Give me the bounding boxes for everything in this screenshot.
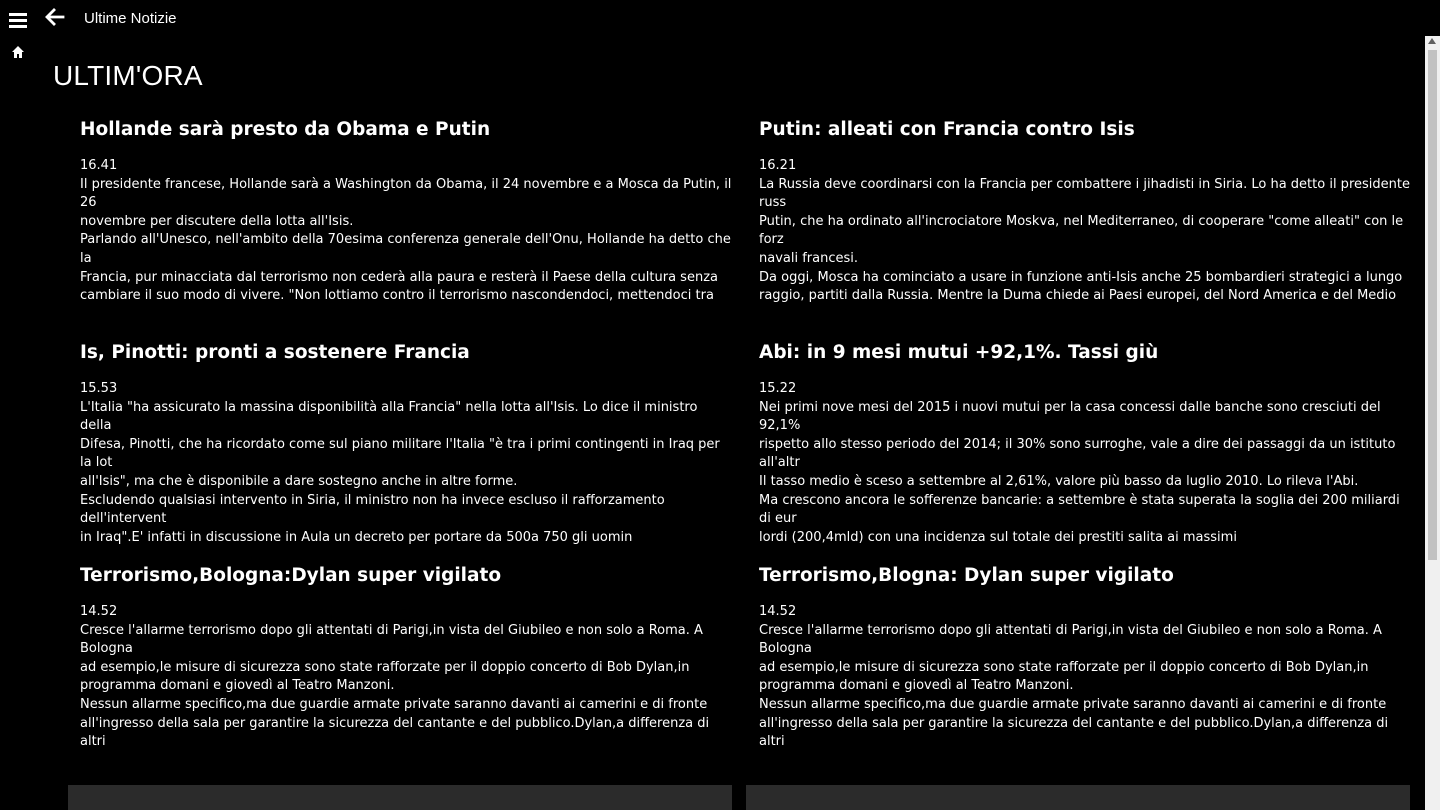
news-body: Il presidente francese, Hollande sarà a Washington da Obama, il 24 novembre e a Mosca da Putin, il 26 novembre per discutere della lotta all'Isis. Parlando all'Unesco, nell'ambito della 70esima conferenza generale dell'Onu, Hollande ha detto che la Francia, pur minacciata dal terrorismo non cederà alla paura e resterà il Paese della cultura senza cambiare il suo modo di vivere. "Non lottiamo contro il terrorismo nascondendoci, mettendoci tra [80, 176, 732, 304]
news-time: 16.41 [80, 158, 118, 173]
back-arrow-icon[interactable] [43, 6, 65, 28]
news-headline: Is, Pinotti: pronti a sostenere Francia [80, 342, 470, 363]
news-card[interactable] [80, 340, 732, 545]
news-headline: Hollande sarà presto da Obama e Putin [80, 119, 491, 140]
news-tile-placeholder[interactable] [68, 785, 732, 810]
news-time: 16.21 [759, 158, 797, 173]
news-time: 14.52 [80, 604, 118, 619]
news-time: 15.22 [759, 381, 797, 396]
title-bar [0, 0, 1440, 38]
hamburger-menu-icon[interactable] [9, 13, 27, 27]
news-time: 14.52 [759, 604, 797, 619]
news-headline: Terrorismo,Blogna: Dylan super vigilato [759, 565, 1174, 586]
scrollbar-thumb[interactable] [1428, 50, 1437, 560]
news-card[interactable] [80, 117, 732, 317]
news-body: Cresce l'allarme terrorismo dopo gli attentati di Parigi,in vista del Giubileo e non solo a Roma. A Bologna ad esempio,le misure di sicurezza sono state rafforzate per il doppio concerto di Bob Dylan,in programma domani e giovedì al Teatro Manzoni. Nessun allarme specifico,ma due guardie armate private saranno davanti ai camerini e di fronte all'ingresso della sala per garantire la sicurezza del cantante e del pubblico.Dylan,a differenza di altri [80, 622, 710, 750]
home-icon[interactable] [11, 45, 25, 59]
news-headline: Abi: in 9 mesi mutui +92,1%. Tassi giù [759, 342, 1159, 363]
news-time: 15.53 [80, 381, 118, 396]
page-title: ULTIM'ORA [53, 60, 203, 91]
news-card[interactable] [759, 117, 1410, 317]
news-tile-placeholder[interactable] [746, 785, 1410, 810]
vertical-scrollbar[interactable] [1425, 36, 1440, 810]
news-body: La Russia deve coordinarsi con la Francia per combattere i jihadisti in Siria. Lo ha detto il presidente russ Putin, che ha ordinato all'incrociatore Moskva, nel Mediterraneo, di cooperare "come alleati" con le forz navali francesi. Da oggi, Mosca ha cominciato a usare in funzione anti-Isis anche 25 bombardieri strategici a lungo raggio, partiti dalla Russia. Mentre la Duma chiede ai Paesi europei, del Nord America e del Medio [759, 176, 1410, 304]
news-headline: Terrorismo,Bologna:Dylan super vigilato [80, 565, 502, 586]
news-body: L'Italia "ha assicurato la massina disponibilità alla Francia" nella lotta all'Isis. Lo dice il ministro della Difesa, Pinotti, che ha ricordato come sul piano militare l'Italia "è tra i primi contingenti in Iraq per la lot all'Isis", ma che è disponibile a dare sostegno anche in altre forme. Escludendo qualsiasi intervento in Siria, il ministro non ha invece escluso il rafforzamento dell'intervent in Iraq".E' infatti in discussione in Aula un decreto per portare da 500a 750 gli uomin [80, 399, 720, 545]
news-card[interactable] [80, 563, 732, 763]
news-card[interactable] [759, 563, 1410, 763]
news-grid [80, 117, 1410, 810]
scroll-up-arrow-icon[interactable] [1428, 38, 1436, 44]
news-body: Nei primi nove mesi del 2015 i nuovi mutui per la casa concessi dalle banche sono cresciuti del 92,1% rispetto allo stesso periodo del 2014; il 30% sono surroghe, vale a dire dei passaggi da un istituto all'altr Il tasso medio è sceso a settembre al 2,61%, valore più basso da luglio 2010. Lo rileva l'Abi. Ma crescono ancora le sofferenze bancarie: a settembre è stata superata la soglia dei 200 miliardi di eur lordi (200,4mld) con una incidenza sul totale dei prestiti salita ai massimi [759, 399, 1400, 545]
news-body: Cresce l'allarme terrorismo dopo gli attentati di Parigi,in vista del Giubileo e non solo a Roma. A Bologna ad esempio,le misure di sicurezza sono state rafforzate per il doppio concerto di Bob Dylan,in programma domani e giovedì al Teatro Manzoni. Nessun allarme specifico,ma due guardie armate private saranno davanti ai camerini e di fronte all'ingresso della sala per garantire la sicurezza del cantante e del pubblico.Dylan,a differenza di altri [759, 622, 1389, 750]
news-headline: Putin: alleati con Francia contro Isis [759, 119, 1135, 140]
app-title: Ultime Notizie [84, 10, 177, 27]
news-card[interactable] [759, 340, 1410, 545]
